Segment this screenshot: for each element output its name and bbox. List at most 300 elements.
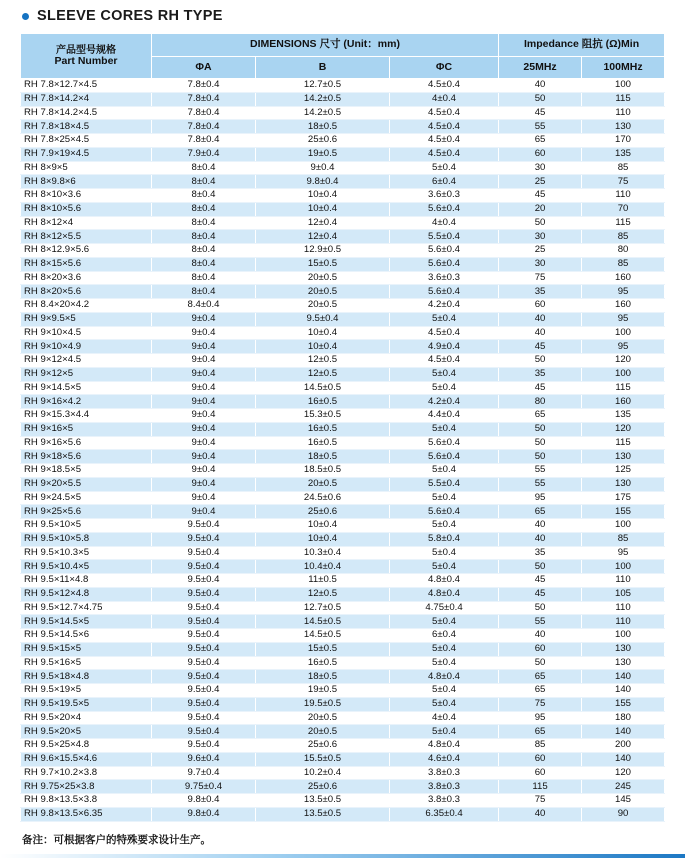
dim-phi-a-cell: 8±0.4 bbox=[152, 202, 256, 216]
part-number-cell: RH 9.5×10×5.8 bbox=[21, 532, 152, 546]
impedance-25mhz-cell: 50 bbox=[499, 216, 582, 230]
dim-b-cell: 9±0.4 bbox=[256, 161, 390, 175]
impedance-25mhz-cell: 60 bbox=[499, 642, 582, 656]
impedance-25mhz-cell: 25 bbox=[499, 244, 582, 258]
dim-phi-a-cell: 8±0.4 bbox=[152, 216, 256, 230]
col-header-b: B bbox=[256, 57, 390, 79]
dim-b-cell: 12.9±0.5 bbox=[256, 244, 390, 258]
impedance-100mhz-cell: 100 bbox=[582, 367, 665, 381]
dim-phi-c-cell: 5±0.4 bbox=[390, 491, 499, 505]
impedance-100mhz-cell: 135 bbox=[582, 409, 665, 423]
impedance-25mhz-cell: 40 bbox=[499, 807, 582, 821]
dim-b-cell: 12±0.5 bbox=[256, 367, 390, 381]
dim-phi-a-cell: 9.5±0.4 bbox=[152, 629, 256, 643]
impedance-100mhz-cell: 130 bbox=[582, 450, 665, 464]
dim-phi-c-cell: 4.2±0.4 bbox=[390, 299, 499, 313]
dim-phi-a-cell: 7.9±0.4 bbox=[152, 147, 256, 161]
dim-b-cell: 14.2±0.5 bbox=[256, 106, 390, 120]
dim-phi-a-cell: 9±0.4 bbox=[152, 409, 256, 423]
dim-phi-a-cell: 9.5±0.4 bbox=[152, 615, 256, 629]
table-row bbox=[21, 340, 665, 354]
dim-b-cell: 14.5±0.5 bbox=[256, 615, 390, 629]
impedance-100mhz-cell: 120 bbox=[582, 766, 665, 780]
part-number-cell: RH 8×12.9×5.6 bbox=[21, 244, 152, 258]
impedance-100mhz-cell: 175 bbox=[582, 491, 665, 505]
dim-phi-c-cell: 5±0.4 bbox=[390, 422, 499, 436]
impedance-25mhz-cell: 75 bbox=[499, 794, 582, 808]
table-row bbox=[21, 574, 665, 588]
impedance-100mhz-cell: 110 bbox=[582, 106, 665, 120]
impedance-100mhz-cell: 140 bbox=[582, 725, 665, 739]
dim-b-cell: 12.7±0.5 bbox=[256, 79, 390, 93]
part-number-cell: RH 9.5×10.4×5 bbox=[21, 560, 152, 574]
impedance-25mhz-cell: 45 bbox=[499, 340, 582, 354]
dim-phi-a-cell: 9.5±0.4 bbox=[152, 587, 256, 601]
table-row bbox=[21, 79, 665, 93]
dim-phi-a-cell: 9.75±0.4 bbox=[152, 780, 256, 794]
dim-phi-a-cell: 8±0.4 bbox=[152, 161, 256, 175]
impedance-25mhz-cell: 65 bbox=[499, 725, 582, 739]
part-number-cell: RH 9×25×5.6 bbox=[21, 505, 152, 519]
table-row bbox=[21, 519, 665, 533]
impedance-25mhz-cell: 55 bbox=[499, 477, 582, 491]
dim-phi-c-cell: 4.6±0.4 bbox=[390, 752, 499, 766]
part-number-cell: RH 8×20×5.6 bbox=[21, 285, 152, 299]
dim-phi-a-cell: 9.8±0.4 bbox=[152, 807, 256, 821]
dim-phi-a-cell: 9.7±0.4 bbox=[152, 766, 256, 780]
table-row bbox=[21, 354, 665, 368]
dim-b-cell: 12±0.5 bbox=[256, 587, 390, 601]
impedance-25mhz-cell: 85 bbox=[499, 739, 582, 753]
impedance-100mhz-cell: 145 bbox=[582, 794, 665, 808]
impedance-25mhz-cell: 65 bbox=[499, 505, 582, 519]
impedance-100mhz-cell: 100 bbox=[582, 629, 665, 643]
dim-b-cell: 25±0.6 bbox=[256, 739, 390, 753]
impedance-25mhz-cell: 40 bbox=[499, 532, 582, 546]
part-number-cell: RH 8×12×5.5 bbox=[21, 230, 152, 244]
dim-phi-c-cell: 4.5±0.4 bbox=[390, 354, 499, 368]
impedance-100mhz-cell: 70 bbox=[582, 202, 665, 216]
dim-phi-c-cell: 5.6±0.4 bbox=[390, 450, 499, 464]
dim-phi-a-cell: 9±0.4 bbox=[152, 464, 256, 478]
part-number-cell: RH 9×12×5 bbox=[21, 367, 152, 381]
table-body bbox=[21, 79, 665, 822]
dim-phi-c-cell: 4.2±0.4 bbox=[390, 395, 499, 409]
dim-b-cell: 18±0.5 bbox=[256, 120, 390, 134]
table-row bbox=[21, 780, 665, 794]
dim-phi-a-cell: 9.5±0.4 bbox=[152, 560, 256, 574]
table-row bbox=[21, 161, 665, 175]
part-number-cell: RH 9.7×10.2×3.8 bbox=[21, 766, 152, 780]
impedance-25mhz-cell: 60 bbox=[499, 752, 582, 766]
dim-phi-a-cell: 7.8±0.4 bbox=[152, 120, 256, 134]
dim-phi-c-cell: 4.4±0.4 bbox=[390, 409, 499, 423]
dim-phi-c-cell: 4.75±0.4 bbox=[390, 601, 499, 615]
dim-phi-a-cell: 8±0.4 bbox=[152, 189, 256, 203]
dim-phi-c-cell: 4.8±0.4 bbox=[390, 574, 499, 588]
dim-phi-a-cell: 9.5±0.4 bbox=[152, 670, 256, 684]
dim-phi-a-cell: 9.5±0.4 bbox=[152, 739, 256, 753]
table-row bbox=[21, 230, 665, 244]
table-row bbox=[21, 615, 665, 629]
table-row bbox=[21, 147, 665, 161]
dim-phi-c-cell: 5.6±0.4 bbox=[390, 244, 499, 258]
dim-phi-c-cell: 5±0.4 bbox=[390, 656, 499, 670]
impedance-100mhz-cell: 85 bbox=[582, 532, 665, 546]
impedance-100mhz-cell: 75 bbox=[582, 175, 665, 189]
table-row bbox=[21, 189, 665, 203]
dim-b-cell: 16±0.5 bbox=[256, 422, 390, 436]
table-row bbox=[21, 601, 665, 615]
dim-phi-a-cell: 9.8±0.4 bbox=[152, 794, 256, 808]
impedance-100mhz-cell: 110 bbox=[582, 574, 665, 588]
part-number-cell: RH 8.4×20×4.2 bbox=[21, 299, 152, 313]
dim-phi-c-cell: 6±0.4 bbox=[390, 175, 499, 189]
impedance-25mhz-cell: 20 bbox=[499, 202, 582, 216]
impedance-header: Impedance 阻抗 (Ω)Min bbox=[499, 34, 665, 57]
part-number-header-cn: 产品型号规格 bbox=[56, 44, 116, 56]
impedance-25mhz-cell: 65 bbox=[499, 670, 582, 684]
part-number-cell: RH 8×10×3.6 bbox=[21, 189, 152, 203]
impedance-25mhz-cell: 50 bbox=[499, 92, 582, 106]
dim-b-cell: 9.8±0.4 bbox=[256, 175, 390, 189]
impedance-100mhz-cell: 80 bbox=[582, 244, 665, 258]
part-number-cell: RH 9.5×12×4.8 bbox=[21, 587, 152, 601]
dim-b-cell: 10.4±0.4 bbox=[256, 560, 390, 574]
dim-b-cell: 25±0.6 bbox=[256, 134, 390, 148]
dim-phi-a-cell: 8±0.4 bbox=[152, 285, 256, 299]
table-row bbox=[21, 491, 665, 505]
table-row bbox=[21, 477, 665, 491]
col-header-phi-c: ΦC bbox=[390, 57, 499, 79]
part-number-cell: RH 8×20×3.6 bbox=[21, 271, 152, 285]
dim-phi-c-cell: 4±0.4 bbox=[390, 92, 499, 106]
part-number-cell: RH 9×16×4.2 bbox=[21, 395, 152, 409]
table-row bbox=[21, 807, 665, 821]
impedance-100mhz-cell: 95 bbox=[582, 312, 665, 326]
impedance-100mhz-cell: 200 bbox=[582, 739, 665, 753]
part-number-header-en: Part Number bbox=[54, 54, 118, 67]
dim-phi-c-cell: 4.5±0.4 bbox=[390, 79, 499, 93]
dim-phi-a-cell: 9.5±0.4 bbox=[152, 684, 256, 698]
dim-phi-c-cell: 4.8±0.4 bbox=[390, 739, 499, 753]
dim-phi-a-cell: 9.6±0.4 bbox=[152, 752, 256, 766]
impedance-25mhz-cell: 95 bbox=[499, 491, 582, 505]
dim-phi-a-cell: 7.8±0.4 bbox=[152, 92, 256, 106]
table-row bbox=[21, 546, 665, 560]
decorative-footer-bar bbox=[0, 854, 685, 858]
dimensions-header: DIMENSIONS 尺寸 (Unit：mm) bbox=[152, 34, 499, 57]
dim-phi-a-cell: 8±0.4 bbox=[152, 230, 256, 244]
part-number-cell: RH 9×16×5.6 bbox=[21, 436, 152, 450]
dim-phi-c-cell: 4.5±0.4 bbox=[390, 106, 499, 120]
part-number-cell: RH 9.5×15×5 bbox=[21, 642, 152, 656]
impedance-25mhz-cell: 50 bbox=[499, 560, 582, 574]
dim-phi-c-cell: 4.8±0.4 bbox=[390, 587, 499, 601]
table-row bbox=[21, 464, 665, 478]
table-row bbox=[21, 312, 665, 326]
table-row bbox=[21, 450, 665, 464]
table-row bbox=[21, 752, 665, 766]
table-row bbox=[21, 436, 665, 450]
dim-phi-a-cell: 9.5±0.4 bbox=[152, 519, 256, 533]
col-header-phi-a: ΦA bbox=[152, 57, 256, 79]
page-title bbox=[22, 7, 223, 25]
dim-b-cell: 24.5±0.6 bbox=[256, 491, 390, 505]
dim-phi-a-cell: 9.5±0.4 bbox=[152, 642, 256, 656]
impedance-25mhz-cell: 50 bbox=[499, 422, 582, 436]
dim-phi-c-cell: 5±0.4 bbox=[390, 161, 499, 175]
impedance-25mhz-cell: 50 bbox=[499, 656, 582, 670]
dim-b-cell: 16±0.5 bbox=[256, 436, 390, 450]
dim-phi-c-cell: 5±0.4 bbox=[390, 381, 499, 395]
impedance-25mhz-cell: 60 bbox=[499, 766, 582, 780]
impedance-25mhz-cell: 40 bbox=[499, 519, 582, 533]
impedance-100mhz-cell: 95 bbox=[582, 340, 665, 354]
dim-phi-c-cell: 5±0.4 bbox=[390, 464, 499, 478]
dim-phi-c-cell: 5±0.4 bbox=[390, 615, 499, 629]
dim-b-cell: 10±0.4 bbox=[256, 202, 390, 216]
impedance-100mhz-cell: 100 bbox=[582, 560, 665, 574]
footnote: 备注：可根据客户的特殊要求设计生产。 bbox=[22, 834, 211, 846]
impedance-100mhz-cell: 115 bbox=[582, 381, 665, 395]
dim-b-cell: 12±0.5 bbox=[256, 354, 390, 368]
dim-phi-c-cell: 6.35±0.4 bbox=[390, 807, 499, 821]
dim-b-cell: 19±0.5 bbox=[256, 147, 390, 161]
impedance-100mhz-cell: 95 bbox=[582, 546, 665, 560]
dim-b-cell: 19±0.5 bbox=[256, 684, 390, 698]
dim-phi-a-cell: 9±0.4 bbox=[152, 505, 256, 519]
impedance-25mhz-cell: 75 bbox=[499, 271, 582, 285]
table-row bbox=[21, 395, 665, 409]
dim-phi-a-cell: 9±0.4 bbox=[152, 354, 256, 368]
bullet-icon bbox=[22, 13, 29, 20]
impedance-25mhz-cell: 45 bbox=[499, 587, 582, 601]
table-row bbox=[21, 711, 665, 725]
impedance-100mhz-cell: 95 bbox=[582, 285, 665, 299]
impedance-25mhz-cell: 25 bbox=[499, 175, 582, 189]
table-row bbox=[21, 244, 665, 258]
impedance-100mhz-cell: 155 bbox=[582, 697, 665, 711]
impedance-100mhz-cell: 100 bbox=[582, 79, 665, 93]
table-row bbox=[21, 739, 665, 753]
part-number-cell: RH 9×10×4.9 bbox=[21, 340, 152, 354]
part-number-header bbox=[21, 34, 152, 79]
dim-phi-c-cell: 4.8±0.4 bbox=[390, 670, 499, 684]
dim-phi-c-cell: 5.6±0.4 bbox=[390, 505, 499, 519]
dim-phi-c-cell: 3.8±0.3 bbox=[390, 794, 499, 808]
impedance-100mhz-cell: 110 bbox=[582, 189, 665, 203]
impedance-100mhz-cell: 115 bbox=[582, 436, 665, 450]
dim-phi-c-cell: 5±0.4 bbox=[390, 560, 499, 574]
part-number-cell: RH 9.5×11×4.8 bbox=[21, 574, 152, 588]
table-row bbox=[21, 106, 665, 120]
dim-b-cell: 9.5±0.4 bbox=[256, 312, 390, 326]
dim-b-cell: 14.5±0.5 bbox=[256, 381, 390, 395]
dim-b-cell: 10±0.4 bbox=[256, 189, 390, 203]
dim-phi-c-cell: 5.8±0.4 bbox=[390, 532, 499, 546]
dim-phi-c-cell: 4.5±0.4 bbox=[390, 326, 499, 340]
impedance-100mhz-cell: 85 bbox=[582, 257, 665, 271]
dim-phi-a-cell: 7.8±0.4 bbox=[152, 134, 256, 148]
impedance-100mhz-cell: 130 bbox=[582, 642, 665, 656]
dim-phi-c-cell: 4±0.4 bbox=[390, 216, 499, 230]
dim-phi-c-cell: 3.8±0.3 bbox=[390, 780, 499, 794]
part-number-cell: RH 9.5×19×5 bbox=[21, 684, 152, 698]
table-row bbox=[21, 725, 665, 739]
dim-b-cell: 13.5±0.5 bbox=[256, 794, 390, 808]
dim-phi-a-cell: 9±0.4 bbox=[152, 340, 256, 354]
table-row bbox=[21, 629, 665, 643]
part-number-cell: RH 9×16×5 bbox=[21, 422, 152, 436]
impedance-100mhz-cell: 135 bbox=[582, 147, 665, 161]
impedance-25mhz-cell: 95 bbox=[499, 711, 582, 725]
dim-b-cell: 16±0.5 bbox=[256, 395, 390, 409]
impedance-100mhz-cell: 105 bbox=[582, 587, 665, 601]
part-number-cell: RH 9×12×4.5 bbox=[21, 354, 152, 368]
impedance-25mhz-cell: 115 bbox=[499, 780, 582, 794]
impedance-100mhz-cell: 130 bbox=[582, 120, 665, 134]
table-row bbox=[21, 257, 665, 271]
dim-b-cell: 20±0.5 bbox=[256, 711, 390, 725]
table-row bbox=[21, 560, 665, 574]
part-number-cell: RH 9×20×5.5 bbox=[21, 477, 152, 491]
dim-b-cell: 25±0.6 bbox=[256, 505, 390, 519]
part-number-cell: RH 9.8×13.5×6.35 bbox=[21, 807, 152, 821]
dim-phi-a-cell: 9.5±0.4 bbox=[152, 725, 256, 739]
impedance-25mhz-cell: 50 bbox=[499, 450, 582, 464]
table-row bbox=[21, 381, 665, 395]
part-number-cell: RH 9.5×14.5×6 bbox=[21, 629, 152, 643]
dim-phi-a-cell: 9.5±0.4 bbox=[152, 546, 256, 560]
dim-b-cell: 10±0.4 bbox=[256, 326, 390, 340]
dim-phi-c-cell: 5.6±0.4 bbox=[390, 257, 499, 271]
dim-phi-c-cell: 5±0.4 bbox=[390, 725, 499, 739]
impedance-25mhz-cell: 65 bbox=[499, 409, 582, 423]
dim-b-cell: 20±0.5 bbox=[256, 285, 390, 299]
impedance-100mhz-cell: 180 bbox=[582, 711, 665, 725]
dim-b-cell: 12±0.4 bbox=[256, 230, 390, 244]
impedance-100mhz-cell: 140 bbox=[582, 752, 665, 766]
part-number-cell: RH 9×18.5×5 bbox=[21, 464, 152, 478]
dim-phi-a-cell: 8.4±0.4 bbox=[152, 299, 256, 313]
table-row bbox=[21, 175, 665, 189]
dim-b-cell: 15.3±0.5 bbox=[256, 409, 390, 423]
impedance-25mhz-cell: 35 bbox=[499, 546, 582, 560]
table-row bbox=[21, 587, 665, 601]
table-row bbox=[21, 697, 665, 711]
table-row bbox=[21, 216, 665, 230]
part-number-cell: RH 9.5×25×4.8 bbox=[21, 739, 152, 753]
dim-phi-c-cell: 5.5±0.4 bbox=[390, 230, 499, 244]
dim-phi-c-cell: 4.5±0.4 bbox=[390, 147, 499, 161]
impedance-100mhz-cell: 130 bbox=[582, 477, 665, 491]
dim-phi-c-cell: 5±0.4 bbox=[390, 312, 499, 326]
dim-phi-a-cell: 9.5±0.4 bbox=[152, 601, 256, 615]
impedance-25mhz-cell: 40 bbox=[499, 326, 582, 340]
dim-phi-c-cell: 4.5±0.4 bbox=[390, 120, 499, 134]
dim-b-cell: 14.2±0.5 bbox=[256, 92, 390, 106]
dim-phi-a-cell: 9.5±0.4 bbox=[152, 574, 256, 588]
part-number-cell: RH 9.5×10×5 bbox=[21, 519, 152, 533]
dim-phi-a-cell: 9±0.4 bbox=[152, 395, 256, 409]
impedance-25mhz-cell: 45 bbox=[499, 106, 582, 120]
col-header-25mhz: 25MHz bbox=[499, 57, 582, 79]
impedance-25mhz-cell: 45 bbox=[499, 381, 582, 395]
impedance-100mhz-cell: 245 bbox=[582, 780, 665, 794]
table-row bbox=[21, 532, 665, 546]
impedance-25mhz-cell: 30 bbox=[499, 161, 582, 175]
part-number-cell: RH 9×18×5.6 bbox=[21, 450, 152, 464]
impedance-25mhz-cell: 55 bbox=[499, 464, 582, 478]
spec-table bbox=[20, 33, 665, 822]
dim-phi-c-cell: 3.8±0.3 bbox=[390, 766, 499, 780]
table-row bbox=[21, 794, 665, 808]
dim-phi-c-cell: 5±0.4 bbox=[390, 684, 499, 698]
impedance-25mhz-cell: 40 bbox=[499, 312, 582, 326]
part-number-cell: RH 9.5×16×5 bbox=[21, 656, 152, 670]
table-row bbox=[21, 120, 665, 134]
dim-b-cell: 10.3±0.4 bbox=[256, 546, 390, 560]
dim-b-cell: 11±0.5 bbox=[256, 574, 390, 588]
dim-phi-a-cell: 9.5±0.4 bbox=[152, 656, 256, 670]
dim-phi-c-cell: 5±0.4 bbox=[390, 519, 499, 533]
dim-b-cell: 10±0.4 bbox=[256, 340, 390, 354]
impedance-100mhz-cell: 170 bbox=[582, 134, 665, 148]
part-number-cell: RH 9.5×14.5×5 bbox=[21, 615, 152, 629]
impedance-25mhz-cell: 30 bbox=[499, 230, 582, 244]
impedance-100mhz-cell: 120 bbox=[582, 354, 665, 368]
dim-phi-a-cell: 9±0.4 bbox=[152, 436, 256, 450]
dim-b-cell: 18±0.5 bbox=[256, 670, 390, 684]
impedance-25mhz-cell: 35 bbox=[499, 285, 582, 299]
dim-phi-c-cell: 5.5±0.4 bbox=[390, 477, 499, 491]
dim-b-cell: 20±0.5 bbox=[256, 271, 390, 285]
dim-phi-a-cell: 9±0.4 bbox=[152, 477, 256, 491]
dim-phi-a-cell: 7.8±0.4 bbox=[152, 106, 256, 120]
part-number-cell: RH 7.8×14.2×4.5 bbox=[21, 106, 152, 120]
part-number-cell: RH 9.6×15.5×4.6 bbox=[21, 752, 152, 766]
part-number-cell: RH 8×9.8×6 bbox=[21, 175, 152, 189]
dim-b-cell: 25±0.6 bbox=[256, 780, 390, 794]
dim-phi-c-cell: 5.6±0.4 bbox=[390, 436, 499, 450]
dim-b-cell: 20±0.5 bbox=[256, 725, 390, 739]
dim-b-cell: 18±0.5 bbox=[256, 450, 390, 464]
impedance-25mhz-cell: 60 bbox=[499, 147, 582, 161]
dim-b-cell: 14.5±0.5 bbox=[256, 629, 390, 643]
impedance-25mhz-cell: 50 bbox=[499, 354, 582, 368]
dim-phi-a-cell: 9±0.4 bbox=[152, 381, 256, 395]
table-header bbox=[21, 34, 665, 79]
table-row bbox=[21, 656, 665, 670]
table-row bbox=[21, 326, 665, 340]
part-number-cell: RH 9.8×13.5×3.8 bbox=[21, 794, 152, 808]
part-number-cell: RH 7.8×14.2×4 bbox=[21, 92, 152, 106]
impedance-25mhz-cell: 40 bbox=[499, 629, 582, 643]
impedance-25mhz-cell: 65 bbox=[499, 684, 582, 698]
dim-b-cell: 10±0.4 bbox=[256, 532, 390, 546]
dim-phi-a-cell: 9±0.4 bbox=[152, 422, 256, 436]
dim-phi-a-cell: 8±0.4 bbox=[152, 257, 256, 271]
dim-phi-a-cell: 8±0.4 bbox=[152, 175, 256, 189]
impedance-25mhz-cell: 55 bbox=[499, 120, 582, 134]
impedance-100mhz-cell: 125 bbox=[582, 464, 665, 478]
dim-phi-a-cell: 9.5±0.4 bbox=[152, 711, 256, 725]
impedance-100mhz-cell: 120 bbox=[582, 422, 665, 436]
impedance-100mhz-cell: 160 bbox=[582, 395, 665, 409]
impedance-25mhz-cell: 35 bbox=[499, 367, 582, 381]
part-number-cell: RH 7.8×18×4.5 bbox=[21, 120, 152, 134]
